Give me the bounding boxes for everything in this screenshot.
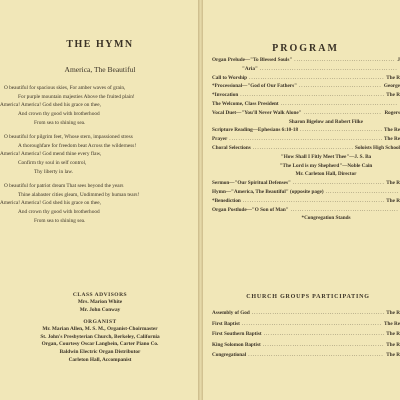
leader-dots [264,329,385,340]
church-group-row [212,329,400,340]
organist-line: Baldwin Electric Organ Distributor [59,348,141,355]
leader-dots [293,179,384,188]
credits-block [10,291,190,364]
program-item-text: Vocal Duet—"You'll Never Walk Alone" [212,109,302,116]
left-page [0,0,198,400]
program-item [212,144,400,153]
church-group-row [212,319,400,330]
program-title: PROGRAM [272,43,339,54]
church-group-row [212,340,400,351]
program-item-performer: The R [386,92,400,99]
program-item-performer: George [383,83,400,90]
verse-line: From sea to shining sea. [34,217,86,224]
church-groups-list [212,308,400,361]
program-item [212,74,400,83]
program-item-text: Call to Worship [212,74,248,81]
leader-dots [304,109,383,118]
program-item [212,82,400,91]
verse-line: And crown thy good with brotherhood [18,209,100,216]
leader-dots [300,126,382,135]
program-item-performer: Soloists High School [355,144,400,151]
leader-dots [240,91,384,100]
verse-line: O beautiful for patriot dream That sees beyond the years [4,183,124,190]
program-item [212,188,400,197]
program-item [212,153,400,162]
leader-dots [294,56,395,65]
verse-line: A thoroughfare for freedom beat Across the wilderness! [18,142,137,149]
verse-line: For purple mountain majesties Above the fruited plain! [18,93,135,100]
program-item-text: Mr. Carleton Hall, Director [295,171,357,178]
program-item [212,91,400,100]
program-item-text: *Benediction [212,197,241,204]
program-item [212,162,400,171]
leader-dots [242,319,382,330]
program-item-text: "Aria" [242,65,258,72]
program-item-text: *Congregation Stands [301,215,351,222]
program-item-text: Sermon—"Our Spiritual Defenses" [212,180,291,187]
program-list [212,56,400,223]
church-group-name: First Southern Baptist [212,331,262,337]
program-item [212,197,400,206]
program-item [212,56,400,65]
leader-dots [253,144,353,153]
leader-dots [263,340,385,351]
verse-line: America! America! God shed his grace on thee, [0,102,101,109]
right-page [203,0,400,400]
program-item [212,118,400,127]
church-group-pastor: The R [386,310,400,316]
program-item-performer: The R [386,180,400,187]
church-group-pastor: The Re [384,320,400,327]
verse-line: Thy liberty in law. [34,168,74,175]
program-item-text: Hymn—"America, The Beautiful" (opposite page) [212,188,324,195]
advisor-line: Mrs. Marion White [77,299,123,305]
verse-line: Confirm thy soul in self control, [18,160,87,167]
church-group-name: King Solomon Baptist [212,341,261,348]
hymn-verses [0,84,198,226]
program-item-performer: The R [386,74,400,81]
leader-dots [243,197,384,206]
program-item-text: Choral Selections [212,144,251,151]
leader-dots [291,206,398,215]
leader-dots [249,74,384,83]
program-item-performer: J [397,57,400,63]
program-item-performer: Rogers [384,109,400,116]
program-item-performer: The Re [384,136,400,143]
hymn-title: THE HYMN [66,39,134,50]
program-item-text: Sharon Bigelow and Robert Filke [289,118,363,125]
program-item [212,214,400,223]
program-item-text: *Processional—"God of Our Fathers" [212,83,297,90]
church-groups-title: CHURCH GROUPS PARTICIPATING [246,294,370,300]
program-item [212,179,400,188]
leader-dots [252,308,385,319]
church-group-pastor: The R [386,352,400,358]
leader-dots [281,100,398,109]
church-group-row [212,308,400,319]
verse-line: Thine alabaster cities gleam, Undimmed by human tears! [18,191,140,198]
program-item-text: Organ Postlude—"O Son of Man" [212,206,289,213]
program-item-performer: The Re [384,127,400,134]
hymn-subtitle: America, The Beautiful [64,65,136,74]
advisor-line: Mr. John Conway [79,306,121,313]
church-group-pastor: The R [386,331,400,337]
program-item-text: Prayer [212,136,228,143]
church-group-name: First Baptist [212,320,240,327]
verse-line: America! America! God mend thine every flaw, [0,151,102,158]
program-item [212,170,400,179]
program-item [212,206,400,215]
leader-dots [260,65,398,74]
church-group-name: Assembly of God [212,310,250,316]
program-item-text: "How Shall I Fitly Meet Thee"—J. S. Ba [280,153,372,160]
leader-dots [248,350,384,361]
organist-heading: ORGANIST [83,319,117,326]
program-item [212,126,400,135]
program-item [212,100,400,109]
program-item-text: The Welcome, Class President [212,100,279,107]
organist-line: Carleton Hall, Accompanist [68,356,132,363]
program-item-performer: The R [386,197,400,204]
advisors-heading: CLASS ADVISORS [72,292,128,298]
program-item-text: Scripture Reading—Ephesians 6:10-18 [212,127,299,134]
program-item [212,135,400,144]
church-group-row [212,350,400,361]
verse-line: America! America! God shed his grace on thee, [0,200,101,207]
program-item-text: "The Lord is my Shepherd"—Noble Cain [279,162,373,169]
program-item-text: Organ Prelude—"To Blessed Souls" [212,57,293,63]
program-item [212,65,400,74]
verse-line: And crown thy good with brotherhood [18,111,100,118]
verse-line: O beautiful for pilgrim feet, Whose stern, impassioned stress [4,134,133,141]
organist-line: Organ, Courtesy Oscar Langbein, Carter Piano Co. [41,341,159,348]
organist-line: St. John's Presbyterian Church, Berkeley, California [40,333,160,340]
program-item [212,109,400,118]
leader-dots [299,82,382,91]
leader-dots [326,188,398,197]
church-group-name: Congregational [212,352,247,358]
verse-line: O beautiful for spacious skies, For amber waves of grain, [4,85,126,91]
organist-line: Mr. Marian Allen, M. S. M., Organist-Choirmaster [42,326,158,333]
church-group-pastor: The R [386,341,400,348]
program-item-text: *Invocation [212,92,239,99]
verse-line: From sea to shining sea. [34,119,86,126]
leader-dots [229,135,382,144]
